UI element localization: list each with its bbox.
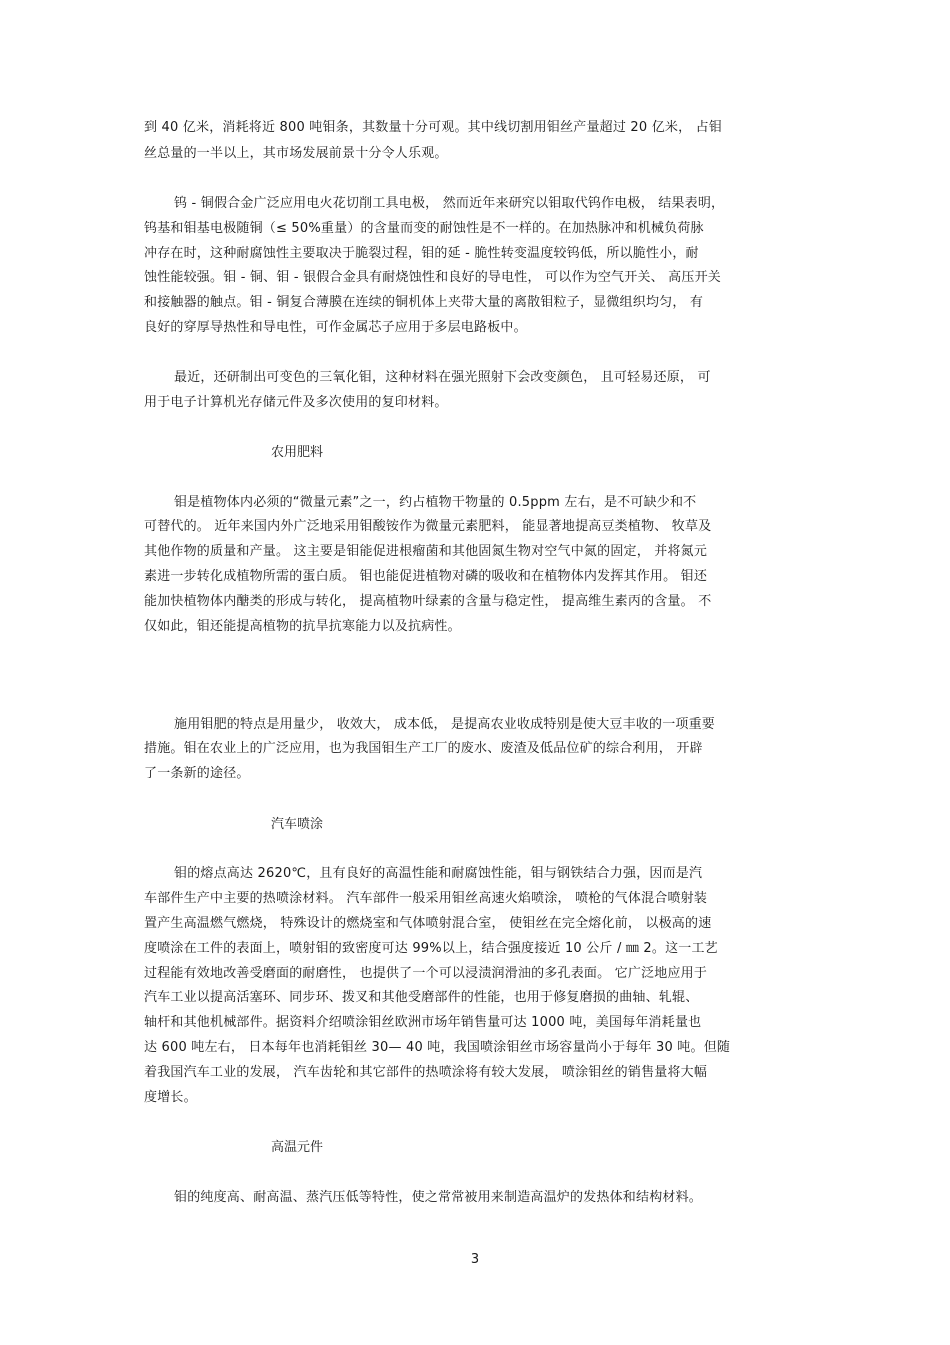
text-line: 度喷涂在工件的表面上，喷射钼的致密度可达 99%以上，结合强度接近 10 公斤 / ㎜ 2。这一工艺 <box>144 941 718 956</box>
text-line: 钼是植物体内必须的“微量元素”之一，约占植物干物量的 0.5ppm 左右，是不可缺少和不 <box>174 495 697 510</box>
text-line: 可替代的。 近年来国内外广泛地采用钼酸铵作为微量元素肥料， 能显著地提高豆类植物、 牧草及 <box>144 519 712 534</box>
text-line: 置产生高温燃气燃烧， 特殊设计的燃烧室和气体喷射混合室， 使钼丝在完全熔化前， 以极高的速 <box>144 916 712 931</box>
text-line: 仅如此，钼还能提高植物的抗旱抗寒能力以及抗病性。 <box>144 619 461 634</box>
text-line: 施用钼肥的特点是用量少， 收效大， 成本低， 是提高农业收成特别是使大豆丰收的一项重要 <box>174 717 715 732</box>
text-line: 过程能有效地改善受磨面的耐磨性， 也提供了一个可以浸渍润滑油的多孔表面。 它广泛地应用于 <box>144 966 708 981</box>
text-line: 用于电子计算机光存储元件及多次使用的复印材料。 <box>144 395 448 410</box>
text-line: 素进一步转化成植物所需的蛋白质。 钼也能促进植物对磷的吸收和在植物体内发挥其作用。 钼还 <box>144 569 708 584</box>
section-heading-spray: 汽车喷涂 <box>271 817 324 832</box>
text-line: 钨 - 铜假合金广泛应用电火花切削工具电极， 然而近年来研究以钼取代钨作电极， 结果表明， <box>174 196 725 211</box>
text-line: 冲存在时，这种耐腐蚀性主要取决于脆裂过程，钼的延 - 脆性转变温度较钨低，所以脆性小，耐 <box>144 246 699 261</box>
text-line: 到 40 亿米，消耗将近 800 吨钼条，其数量十分可观。其中线切割用钼丝产量超过 20 亿米， 占钼 <box>144 120 723 135</box>
text-line: 措施。钼在农业上的广泛应用，也为我国钼生产工厂的废水、废渣及低品位矿的综合利用， 开辟 <box>144 741 703 756</box>
text-line: 钨基和钼基电极随铜（≤ 50%重量）的含量而变的耐蚀性是不一样的。在加热脉冲和机械负荷脉 <box>144 221 704 236</box>
text-line: 丝总量的一半以上，其市场发展前景十分令人乐观。 <box>144 146 448 161</box>
text-line: 和接触器的触点。钼 - 铜复合薄膜在连续的铜机体上夹带大量的离散钼粒子，显微组织均匀， 有 <box>144 295 704 310</box>
text-line: 钼的纯度高、耐高温、蒸汽压低等特性，使之常常被用来制造高温炉的发热体和结构材料。 <box>174 1190 703 1205</box>
section-heading-fertilizer: 农用肥料 <box>271 445 324 460</box>
text-line: 车部件生产中主要的热喷涂材料。 汽车部件一般采用钼丝高速火焰喷涂， 喷枪的气体混合喷射装 <box>144 891 708 906</box>
text-line: 最近，还研制出可变色的三氧化钼，这种材料在强光照射下会改变颜色， 且可轻易还原， 可 <box>174 370 711 385</box>
text-line: 良好的穿厚导热性和导电性，可作金属芯子应用于多层电路板中。 <box>144 320 527 335</box>
text-line: 达 600 吨左右， 日本每年也消耗钼丝 30— 40 吨，我国喷涂钼丝市场容量尚小于每年 30 吨。但随 <box>144 1040 731 1055</box>
text-line: 轴杆和其他机械部件。据资料介绍喷涂钼丝欧洲市场年销售量可达 1000 吨，美国每年消耗量也 <box>144 1015 702 1030</box>
text-line: 其他作物的质量和产量。 这主要是钼能促进根瘤菌和其他固氮生物对空气中氮的固定， 并将氮元 <box>144 544 708 559</box>
text-line: 着我国汽车工业的发展， 汽车齿轮和其它部件的热喷涂将有较大发展， 喷涂钼丝的销售量将大幅 <box>144 1065 708 1080</box>
page-number: 3 <box>470 1252 480 1267</box>
text-line: 钼的熔点高达 2620℃，且有良好的高温性能和耐腐蚀性能，钼与钢铁结合力强，因而是汽 <box>174 866 703 881</box>
text-line: 了一条新的途径。 <box>144 766 250 781</box>
section-heading-hightemp: 高温元件 <box>271 1140 324 1155</box>
text-line: 汽车工业以提高活塞环、同步环、拨叉和其他受磨部件的性能，也用于修复磨损的曲轴、轧辊、 <box>144 990 699 1005</box>
text-line: 能加快植物体内醣类的形成与转化， 提高植物叶绿素的含量与稳定性， 提高维生素丙的含量。 不 <box>144 594 712 609</box>
text-line: 蚀性能较强。钼 - 铜、钼 - 银假合金具有耐烧蚀性和良好的导电性， 可以作为空气开关、 高压开关 <box>144 270 721 285</box>
text-line: 度增长。 <box>144 1090 197 1105</box>
